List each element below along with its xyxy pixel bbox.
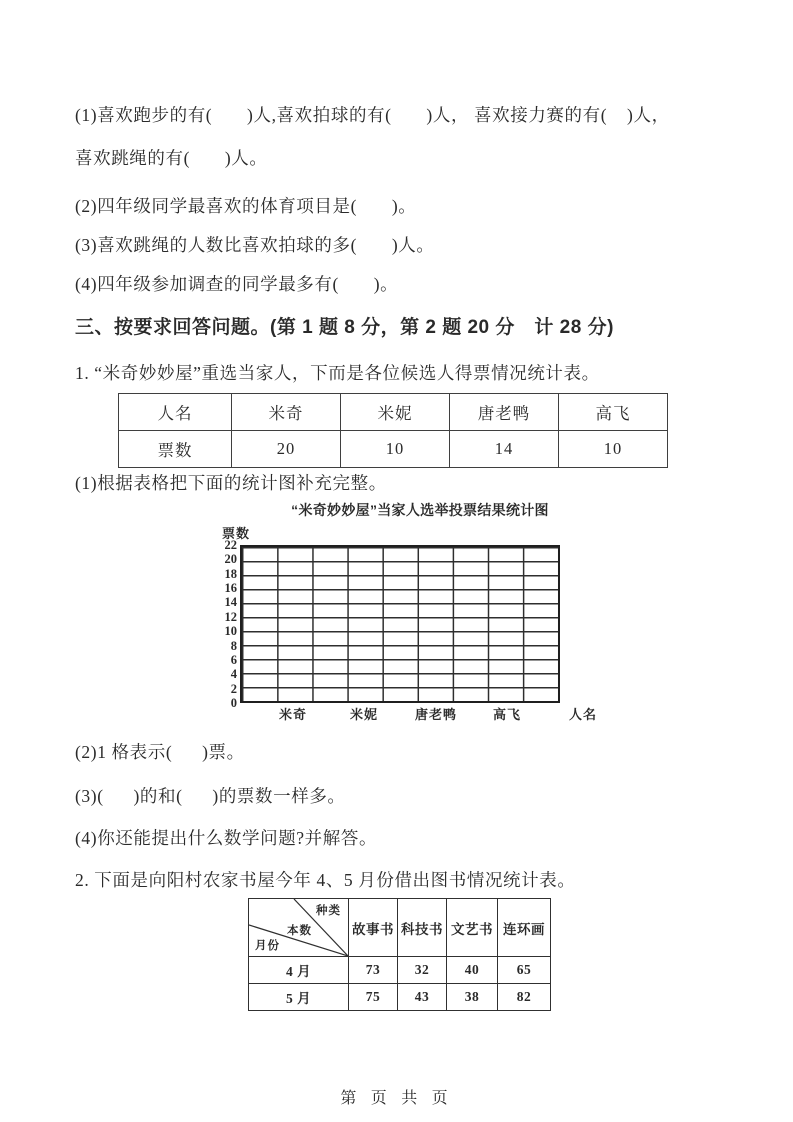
q1-sub3: (3)( )的和( )的票数一样多。: [75, 786, 346, 806]
table-row: [119, 394, 668, 431]
y-tick: 20: [224, 552, 237, 566]
vote-table-header-minnie: 米妮: [341, 394, 450, 431]
vote-table-header-mickey: 米奇: [232, 394, 341, 431]
table-row: [249, 899, 551, 957]
cell-may-science: 43: [398, 984, 447, 1011]
corner-label-category: 种类: [316, 905, 341, 917]
cell-april-story: 73: [349, 957, 398, 984]
vote-table-value-minnie: 10: [341, 431, 450, 468]
x-label-donald: 唐老鸭: [414, 707, 458, 722]
corner-label-count: 本数: [287, 925, 312, 937]
cell-may-literature: 38: [447, 984, 498, 1011]
cell-april-science: 32: [398, 957, 447, 984]
y-tick: 14: [224, 595, 237, 609]
cell-april-literature: 40: [447, 957, 498, 984]
q1-sub2: (2)1 格表示( )票。: [75, 742, 245, 762]
vote-table-header-goofy: 高飞: [559, 394, 668, 431]
x-label-mickey: 米奇: [278, 707, 308, 722]
q1-sub4: (4)你还能提出什么数学问题?并解答。: [75, 828, 378, 848]
q1-intro: 1. “米奇妙妙屋”重选当家人，下而是各位候选人得票情况统计表。: [75, 363, 600, 383]
book-table-label-may: 5 月: [249, 984, 349, 1011]
vote-table: [118, 393, 668, 468]
book-table-header-literature: 文艺书: [447, 899, 498, 957]
table-row: [249, 957, 551, 984]
y-tick: 8: [230, 639, 237, 653]
chart-grid: [240, 545, 560, 703]
vote-table-value-goofy: 10: [559, 431, 668, 468]
cell-may-story: 75: [349, 984, 398, 1011]
section-heading: 三、按要求回答问题。(第 1 题 8 分，第 2 题 20 分 计 28 分): [75, 317, 614, 338]
cell-may-comics: 82: [498, 984, 551, 1011]
q-sports-sub1-line2: 喜欢跳绳的有( )人。: [75, 148, 268, 168]
book-table-header-science: 科技书: [398, 899, 447, 957]
y-tick: 22: [224, 538, 237, 552]
y-tick: 10: [224, 624, 237, 638]
book-table-header-story: 故事书: [349, 899, 398, 957]
book-table: [248, 898, 551, 1011]
vote-table-label-votes: 票数: [119, 431, 232, 468]
y-tick: 12: [224, 610, 237, 624]
y-tick: 0: [230, 696, 237, 710]
corner-label-month: 月份: [255, 940, 280, 952]
q-sports-sub1-line1: (1)喜欢跑步的有( )人,喜欢拍球的有( )人， 喜欢接力赛的有( )人，: [75, 105, 670, 125]
x-label-minnie: 米妮: [349, 707, 379, 722]
cell-april-comics: 65: [498, 957, 551, 984]
chart-title: “米奇妙妙屋”当家人选举投票结果统计图: [291, 502, 549, 518]
vote-table-value-mickey: 20: [232, 431, 341, 468]
vote-table-header-donald: 唐老鸭: [450, 394, 559, 431]
book-table-label-april: 4 月: [249, 957, 349, 984]
y-tick: 18: [224, 567, 237, 581]
page-footer: 第 页 共 页: [340, 1090, 453, 1107]
chart-y-axis-label: 票数: [222, 526, 251, 541]
y-tick: 16: [224, 581, 237, 595]
q2-intro: 2. 下面是向阳村农家书屋今年 4、5 月份借出图书情况统计表。: [75, 870, 576, 890]
vote-table-value-donald: 14: [450, 431, 559, 468]
q-sports-sub4: (4)四年级参加调查的同学最多有( )。: [75, 274, 399, 294]
y-tick: 6: [230, 653, 237, 667]
q1-sub1: (1)根据表格把下面的统计图补充完整。: [75, 473, 387, 493]
q-sports-sub2: (2)四年级同学最喜欢的体育项目是( )。: [75, 196, 417, 216]
y-tick: 2: [230, 682, 237, 696]
y-tick: 4: [230, 667, 237, 681]
chart-x-axis-label: 人名: [568, 707, 598, 722]
x-label-goofy: 高飞: [492, 707, 522, 722]
vote-table-header-name: 人名: [119, 394, 232, 431]
q-sports-sub3: (3)喜欢跳绳的人数比喜欢拍球的多( )人。: [75, 235, 435, 255]
table-row: [249, 984, 551, 1011]
table-row: [119, 431, 668, 468]
book-table-header-comics: 连环画: [498, 899, 551, 957]
book-table-corner-cell: [249, 899, 349, 957]
